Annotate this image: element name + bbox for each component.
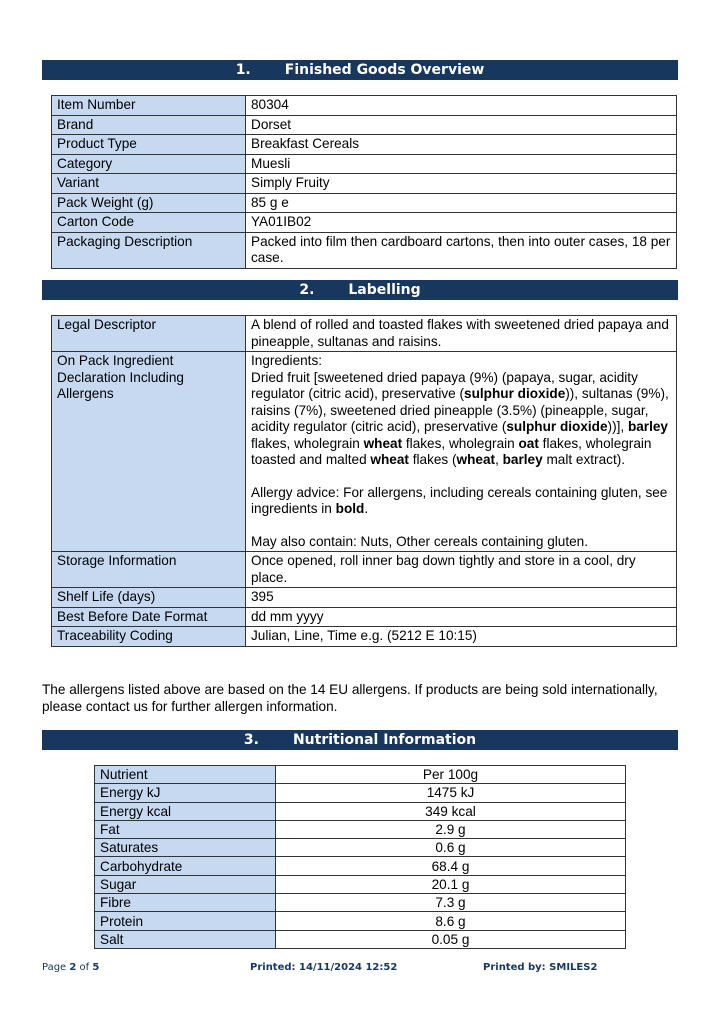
table-row — [52, 174, 677, 194]
row-label: Saturates — [95, 839, 276, 857]
section-number: 1. — [235, 62, 251, 78]
nutrition-table — [94, 765, 626, 949]
row-value: Packed into film then cardboard cartons, then into outer cases, 18 per case. — [246, 232, 677, 268]
row-label: Variant — [52, 174, 246, 194]
row-value: 1475 kJ — [276, 784, 626, 802]
row-value: YA01IB02 — [246, 213, 677, 233]
ingredients-text: Dried fruit [sweetened dried papaya (9%) (papaya, sugar, acidity regulator (citric acid), preservative (sulphur dioxide)), sultanas (9%), raisins (7%), sweetened dried pineapple (3.5%) (pineapple, sugar, acidity regulator (citric acid), preservative (sulphur dioxide))], barley flakes, wholegrain wheat flakes, wholegrain oat flakes, wholegrain toasted and malted wheat flakes (wheat, barley malt extract). — [251, 369, 669, 467]
table-row — [95, 857, 626, 875]
may-contain: May also contain: Nuts, Other cereals containing gluten. — [251, 533, 589, 549]
row-label: Pack Weight (g) — [52, 193, 246, 213]
row-value: 395 — [246, 588, 677, 608]
row-value: A blend of rolled and toasted flakes with sweetened dried papaya and pineapple, sultanas and raisins. — [246, 316, 677, 352]
table-row — [52, 552, 677, 588]
row-value: 8.6 g — [276, 912, 626, 930]
row-value: 0.6 g — [276, 839, 626, 857]
row-label: Item Number — [52, 96, 246, 116]
row-label: Product Type — [52, 135, 246, 155]
row-label: Carbohydrate — [95, 857, 276, 875]
printed-date: Printed: 14/11/2024 12:52 — [250, 962, 398, 973]
row-value: Muesli — [246, 154, 677, 174]
ingredients-heading: Ingredients: — [251, 353, 323, 368]
row-label: Category — [52, 154, 246, 174]
row-value: 80304 — [246, 96, 677, 116]
labelling-table — [51, 315, 677, 647]
allergen-note: The allergens listed above are based on the 14 EU allergens. If products are being sold internationally, please contact us for further allergen information. — [42, 682, 658, 714]
section-title: Finished Goods Overview — [284, 62, 485, 78]
row-value: 68.4 g — [276, 857, 626, 875]
row-value: 349 kcal — [276, 802, 626, 820]
table-row — [52, 232, 677, 268]
row-label: Traceability Coding — [52, 627, 246, 647]
table-row — [52, 316, 677, 352]
row-label: Brand — [52, 115, 246, 135]
table-row — [95, 930, 626, 948]
section-title: Labelling — [348, 282, 421, 298]
row-value: Breakfast Cereals — [246, 135, 677, 155]
row-value: 20.1 g — [276, 875, 626, 893]
row-label: On Pack Ingredient Declaration Including Allergens — [52, 352, 246, 552]
row-label: Storage Information — [52, 552, 246, 588]
row-value: Simply Fruity — [246, 174, 677, 194]
row-value: 7.3 g — [276, 894, 626, 912]
per100g-header: Per 100g — [276, 766, 626, 784]
row-label: Fibre — [95, 894, 276, 912]
row-label: Salt — [95, 930, 276, 948]
table-row — [52, 588, 677, 608]
ingredients-cell — [246, 352, 677, 552]
row-value: 2.9 g — [276, 820, 626, 838]
table-row — [52, 193, 677, 213]
table-row — [95, 839, 626, 857]
row-value: Once opened, roll inner bag down tightly and store in a cool, dry place. — [246, 552, 677, 588]
printed-by: Printed by: SMILES2 — [483, 962, 598, 973]
section-2-header — [42, 280, 678, 300]
row-value: 85 g e — [246, 193, 677, 213]
row-label: Packaging Description — [52, 232, 246, 268]
section-number: 3. — [243, 732, 259, 748]
nutrient-header: Nutrient — [95, 766, 276, 784]
table-row — [95, 802, 626, 820]
table-row — [52, 607, 677, 627]
table-row — [52, 154, 677, 174]
row-value: Dorset — [246, 115, 677, 135]
row-label: Fat — [95, 820, 276, 838]
row-label: Legal Descriptor — [52, 316, 246, 352]
row-value: 0.05 g — [276, 930, 626, 948]
row-value: dd mm yyyy — [246, 607, 677, 627]
table-row — [52, 115, 677, 135]
row-value: Julian, Line, Time e.g. (5212 E 10:15) — [246, 627, 677, 647]
row-label: Protein — [95, 912, 276, 930]
table-row — [52, 213, 677, 233]
page-number: Page 2 of 5 — [42, 962, 100, 973]
row-label: Shelf Life (days) — [52, 588, 246, 608]
table-row — [95, 912, 626, 930]
table-row — [95, 894, 626, 912]
section-3-header — [42, 730, 678, 750]
table-row — [52, 96, 677, 116]
row-label: Best Before Date Format — [52, 607, 246, 627]
table-row — [95, 820, 626, 838]
section-1-header — [42, 60, 678, 80]
table-row — [95, 784, 626, 802]
table-row — [52, 135, 677, 155]
row-label: Carton Code — [52, 213, 246, 233]
table-row — [95, 875, 626, 893]
table-row — [52, 627, 677, 647]
section-title: Nutritional Information — [292, 732, 477, 748]
row-label: Energy kJ — [95, 784, 276, 802]
row-label: Sugar — [95, 875, 276, 893]
table-row — [52, 352, 677, 552]
section-number: 2. — [299, 282, 315, 298]
allergy-advice: Allergy advice: For allergens, including cereals containing gluten, see ingredients in bold. — [251, 484, 668, 516]
row-label: Energy kcal — [95, 802, 276, 820]
finished-goods-table — [51, 95, 677, 269]
table-header-row — [95, 766, 626, 784]
